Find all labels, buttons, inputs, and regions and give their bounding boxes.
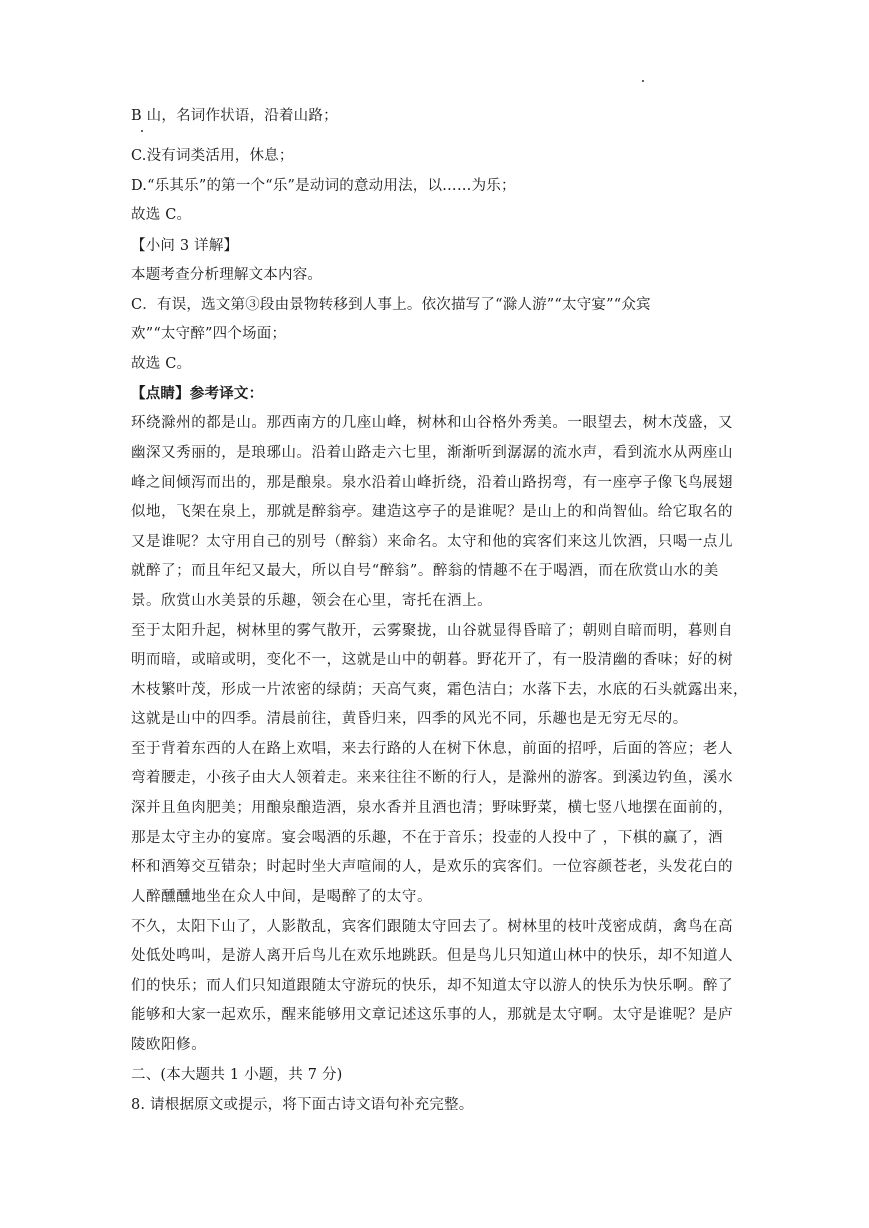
text-line: 杯和酒筹交互错杂；时起时坐大声喧闹的人，是欢乐的宾客们。一位容颜苍老，头发花白的 [131,859,733,875]
text-line: 本题考查分析理解文本内容。 [131,267,323,283]
text-line: 至于太阳升起，树林里的雾气散开，云雾聚拢，山谷就显得昏暗了；朝则自暗而明，暮则自 [131,623,733,639]
text-line: 们的快乐；而人们只知道跟随太守游玩的快乐，却不知道太守以游人的快乐为快乐啊。醉了 [131,978,733,994]
text-line: 深并且鱼肉肥美；用酿泉酿造酒，泉水香并且酒也清；野味野菜，横七竖八地摆在面前的， [131,800,733,816]
text-line: 人醉醺醺地坐在众人中间，是喝醉了的太守。 [131,889,432,905]
scan-speck-left [141,130,143,132]
text-line: B 山，名词作状语，沿着山路； [131,108,338,124]
text-line: 故选 C。 [131,207,192,223]
text-line: 处低处鸣叫，是游人离开后鸟儿在欢乐地跳跃。但是鸟儿只知道山林中的快乐，却不知道人 [131,948,733,964]
text-line: 至于背着东西的人在路上欢唱，来去行路的人在树下休息，前面的招呼，后面的答应；老人 [131,741,733,757]
text-line: 似地，飞架在泉上，那就是醉翁亭。建造这亭子的是谁呢？是山上的和尚智仙。给它取名的 [131,504,733,520]
text-line: 能够和大家一起欢乐，醒来能够用文章记述这乐事的人，那就是太守啊。太守是谁呢？是庐 [131,1007,733,1023]
text-line: D.“乐其乐”的第一个“乐”是动词的意动用法，以……为乐； [131,178,516,194]
text-line: 峰之间倾泻而出的，那是酿泉。泉水沿着山峰折绕，沿着山路拐弯，有一座亭子像飞鸟展翅 [131,475,733,491]
text-line: 环绕滁州的都是山。那西南方的几座山峰，树林和山谷格外秀美。一眼望去，树木茂盛，又 [131,415,733,431]
text-line: 幽深又秀丽的，是琅琊山。沿着山路走六七里，渐渐听到潺潺的流水声，看到流水从两座山 [131,445,733,461]
text-line: 不久，太阳下山了，人影散乱，宾客们跟随太守回去了。树林里的枝叶茂密成荫，禽鸟在高 [131,919,733,935]
text-line: 陵欧阳修。 [131,1037,207,1053]
text-line: 明而暗，或暗或明，变化不一，这就是山中的朝暮。野花开了，有一股清幽的香味；好的树 [131,652,733,668]
text-line: 景。欣赏山水美景的乐趣，领会在心里，寄托在酒上。 [131,593,493,609]
section-title: 二、(本大题共 1 小题，共 7 分) [131,1067,343,1083]
text-line: 又是谁呢？太守用自己的别号（醉翁）来命名。太守和他的宾客们来这儿饮酒，只喝一点儿 [131,534,733,550]
text-line: C．有误，选文第③段由景物转移到人事上。依次描写了“滁人游”“太守宴”“众宾 [131,297,651,313]
text-line: 木枝繁叶茂，形成一片浓密的绿荫；天高气爽，霜色洁白；水落下去，水底的石头就露出来， [131,682,749,698]
text-line: 这就是山中的四季。清晨前往，黄昏归来，四季的风光不同，乐趣也是无穷无尽的。 [131,711,688,727]
question-prompt: 8. 请根据原文或提示，将下面古诗文语句补充完整。 [131,1097,474,1113]
section-heading: 【小问 3 详解】 [131,238,239,254]
scan-speck-top [642,80,644,82]
text-line: 故选 C。 [131,356,192,372]
text-line: 就醉了；而且年纪又最大，所以自号“醉翁”。醉翁的情趣不在于喝酒，而在欣赏山水的美 [131,563,719,579]
text-line: 那是太守主办的宴席。宴会喝酒的乐趣，不在于音乐；投壶的人投中了 ，下棋的赢了，酒 [131,830,724,846]
text-line: 欢”“太守醉”四个场面； [131,326,287,342]
text-line: 弯着腰走，小孩子由大人领着走。来来往往不断的行人，是滁州的游客。到溪边钓鱼，溪水 [131,770,733,786]
section-heading: 【点睛】参考译文： [131,385,264,402]
text-line: C.没有词类活用，休息； [131,148,294,164]
